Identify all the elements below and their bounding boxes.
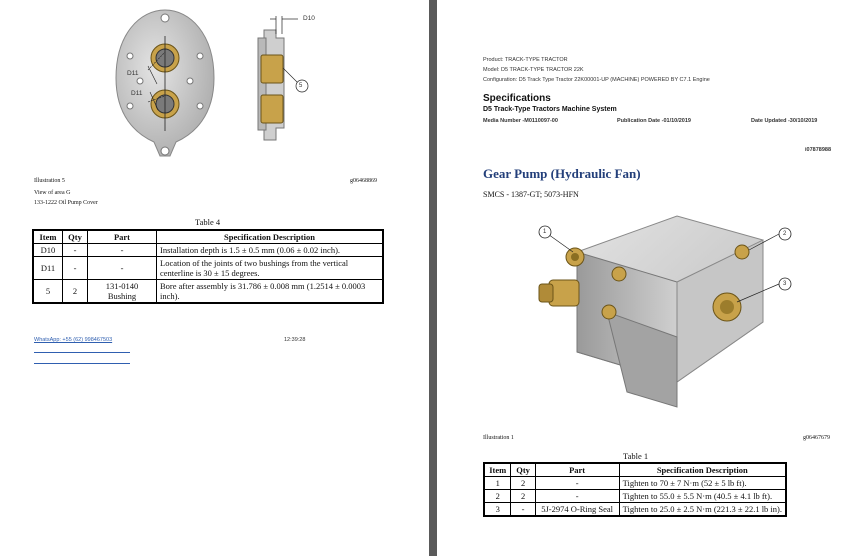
callout-1: 1 (543, 229, 547, 235)
table-row (33, 244, 383, 257)
left-page (0, 0, 429, 556)
cell-part: - (88, 244, 157, 257)
cell-item: D10 (33, 244, 63, 257)
cell-spec: Tighten to 70 ± 7 N·m (52 ± 5 lb ft). (619, 477, 786, 490)
cell-qty: - (63, 244, 88, 257)
footer-time: 12:39:28 (284, 337, 306, 343)
illustration-id: g06467679 (803, 435, 830, 441)
publication-date: Publication Date -01/10/2019 (617, 118, 691, 124)
callout-5: 5 (299, 83, 303, 89)
spec-table-4 (32, 229, 384, 304)
cell-qty: - (63, 257, 88, 280)
cell-spec: Bore after assembly is 31.786 ± 0.008 mm (1.2514 ± 0.0003 inch). (157, 280, 384, 304)
specifications-heading: Specifications (483, 93, 551, 104)
illustration-label: Illustration 1 (483, 435, 514, 441)
col-spec-description: Specification Description (619, 463, 786, 477)
gear-pump-drawing (537, 212, 797, 412)
cell-spec: Installation depth is 1.5 ± 0.5 mm (0.06 ± 0.02 inch). (157, 244, 384, 257)
table-row (484, 490, 786, 503)
oil-pump-cover-side-view (250, 10, 325, 160)
cell-item: 2 (484, 490, 511, 503)
cell-spec: Location of the joints of two bushings from the vertical centerline is 30 ± 15 degrees. (157, 257, 384, 280)
media-number: Media Number -M0110097-00 (483, 118, 558, 124)
cell-spec: Tighten to 55.0 ± 5.5 N·m (40.5 ± 4.1 lb ft). (619, 490, 786, 503)
label-d10: D10 (303, 15, 315, 22)
table-row (484, 503, 786, 517)
col-part: Part (88, 230, 157, 244)
table-header-row (33, 230, 383, 244)
model-line: Model: D5 TRACK-TYPE TRACTOR 22K (483, 67, 584, 73)
cell-part: 5J-2974 O-Ring Seal (535, 503, 619, 517)
right-page (437, 0, 860, 556)
cell-part: - (535, 477, 619, 490)
cell-spec: Tighten to 25.0 ± 2.5 N·m (221.3 ± 22.1 lb in). (619, 503, 786, 517)
table-row (33, 280, 383, 304)
document-id: i07878988 (805, 147, 831, 153)
table-row (484, 477, 786, 490)
callout-3: 3 (783, 281, 787, 287)
footer-link-underline (34, 352, 130, 353)
whatsapp-link[interactable]: WhatsApp: +55 (62) 998467503 (34, 337, 113, 343)
cell-item: 3 (484, 503, 511, 517)
col-qty: Qty (63, 230, 88, 244)
cell-item: 5 (33, 280, 63, 304)
col-qty: Qty (511, 463, 535, 477)
label-d11-a: D11 (127, 70, 139, 77)
illustration-label: Illustration 5 (34, 178, 65, 184)
footer-link-underline (34, 363, 130, 364)
part-text: 133-1222 Oil Pump Cover (34, 200, 98, 206)
illustration-id: g06468869 (350, 178, 377, 184)
callout-2: 2 (783, 231, 787, 237)
cell-item: 1 (484, 477, 511, 490)
cell-qty: 2 (63, 280, 88, 304)
view-text: View of area G (34, 190, 71, 196)
table-row (33, 257, 383, 280)
col-spec-description: Specification Description (157, 230, 384, 244)
table-4-title: Table 4 (195, 217, 221, 227)
cell-part: - (88, 257, 157, 280)
configuration-line: Configuration: D5 Track Type Tractor 22K00001-UP (MACHINE) POWERED BY C7.1 Engine (483, 77, 710, 83)
section-title: Gear Pump (Hydraulic Fan) (483, 166, 641, 181)
col-part: Part (535, 463, 619, 477)
label-d11-b: D11 (131, 90, 143, 97)
table-1-title: Table 1 (623, 451, 649, 461)
table-header-row (484, 463, 786, 477)
spec-table-1 (483, 462, 787, 517)
cell-qty: 2 (511, 477, 535, 490)
cell-part: 131-0140 Bushing (88, 280, 157, 304)
date-updated: Date Updated -30/10/2019 (751, 118, 818, 124)
cell-qty: 2 (511, 490, 535, 503)
system-name: D5 Track-Type Tractors Machine System (483, 106, 617, 113)
cell-item: D11 (33, 257, 63, 280)
product-line: Product: TRACK-TYPE TRACTOR (483, 57, 568, 63)
smcs-codes: SMCS - 1387-GT; 5073-HFN (483, 190, 579, 199)
col-item: Item (33, 230, 63, 244)
oil-pump-cover-drawing (110, 6, 220, 161)
cell-part: - (535, 490, 619, 503)
cell-qty: - (511, 503, 535, 517)
page-gutter (429, 0, 437, 556)
col-item: Item (484, 463, 511, 477)
